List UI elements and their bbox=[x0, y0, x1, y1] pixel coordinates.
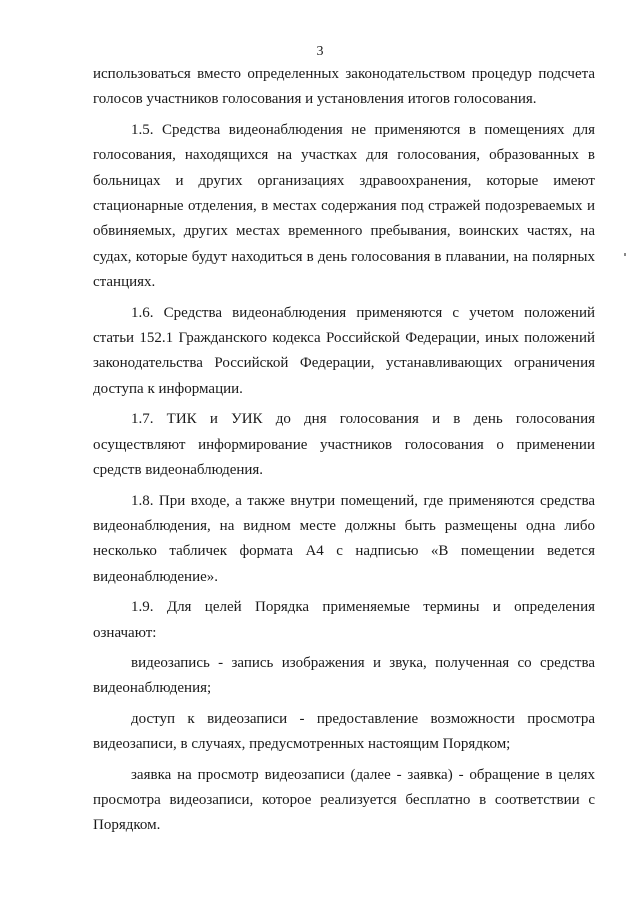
paragraph-continuation: использоваться вместо определенных законодательством процедур подсчета голосов участников голосования и установления итогов голосования. bbox=[93, 66, 595, 108]
scan-artifact-mark bbox=[624, 253, 626, 256]
paragraph-1-6: 1.6. Средства видеонаблюдения применяются с учетом положений статьи 152.1 Гражданского кодекса Российской Федерации, иных положений законодательства Российской Федерации, устанавливающих ограничения доступа к информации. bbox=[93, 304, 595, 397]
definition-videozapis: видеозапись - запись изображения и звука, полученная со средства видеонаблюдения; bbox=[93, 654, 595, 697]
paragraph-1-7: 1.7. ТИК и УИК до дня голосования и в день голосования осуществляют информирование участников голосования о применении средств видеонаблюдения. bbox=[93, 411, 595, 479]
definition-zayavka: заявка на просмотр видеозаписи (далее - заявка) - обращение в целях просмотра видеозаписи, которое реализуется бесплатно в соответствии с Порядком. bbox=[93, 766, 595, 834]
paragraph-1-5: 1.5. Средства видеонаблюдения не применяются в помещениях для голосования, находящихся на участках для голосования, образованных в больницах и других организациях здравоохранения, которые имеют стационарные отделения, в местах содержания под стражей подозреваемых и обвиняемых, других местах временного пребывания, воинских частях, на судах, которые будут находиться в день голосования в плавании, на полярных станциях. bbox=[93, 121, 595, 291]
page-number: 3 bbox=[316, 44, 324, 59]
document-body bbox=[93, 62, 595, 844]
paragraph-1-8: 1.8. При входе, а также внутри помещений, где применяются средства видеонаблюдения, на видном месте должны быть размещены одна либо несколько табличек формата А4 с надписью «В помещении ведется видеонаблюдение». bbox=[93, 492, 595, 585]
paragraph-1-9: 1.9. Для целей Порядка применяемые термины и определения означают: bbox=[93, 599, 595, 641]
definition-dostup: доступ к видеозаписи - предоставление возможности просмотра видеозаписи, в случаях, предусмотренных настоящим Порядком; bbox=[93, 710, 595, 753]
